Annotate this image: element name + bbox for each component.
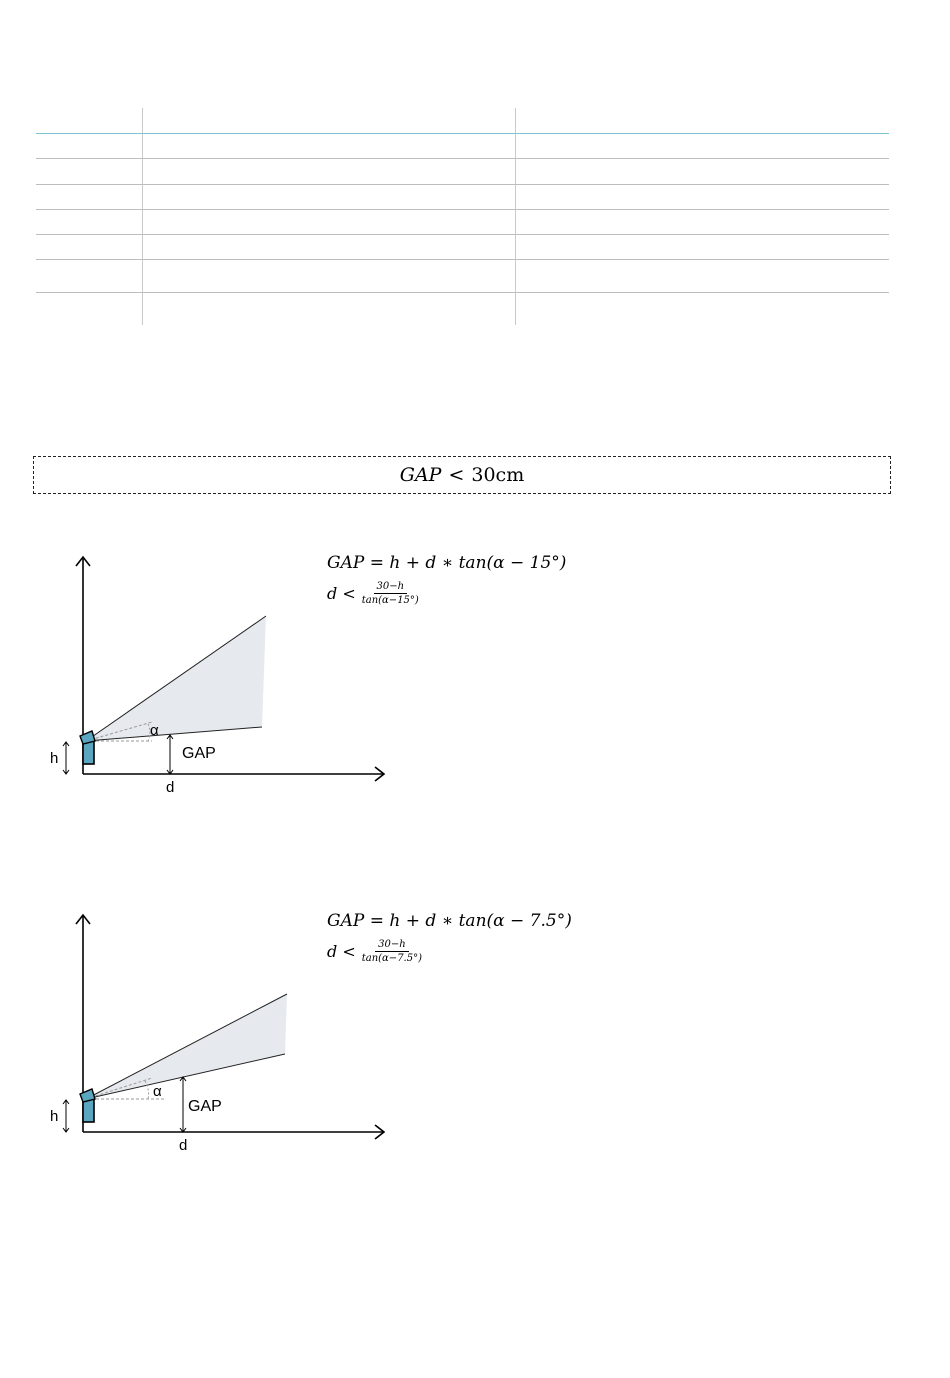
gap-equation-lhs: GAP	[327, 553, 365, 573]
condition-lhs: GAP	[399, 464, 442, 486]
fraction	[362, 939, 422, 964]
d-inequality-lhs: d <	[327, 942, 356, 961]
fraction-numerator: 30−h	[374, 581, 408, 594]
table-row-rule	[36, 259, 889, 260]
gap-equation-rhs: = h + d ∗ tan(α − 15°)	[369, 553, 567, 573]
gap-label: GAP	[182, 745, 216, 762]
sensor-icon	[80, 731, 95, 764]
gap-equation-lhs: GAP	[327, 911, 365, 931]
fraction-denominator: tan(α−7.5°)	[361, 953, 422, 964]
alpha-label: α	[153, 1083, 162, 1100]
d-inequality-lhs: d <	[327, 584, 356, 603]
gap-equation	[327, 911, 627, 931]
condition-rhs: 30cm	[471, 464, 525, 486]
d-inequality	[327, 581, 627, 606]
gap-label: GAP	[188, 1098, 222, 1115]
h-label: h	[50, 750, 59, 767]
table-row-rule	[36, 184, 889, 185]
table-row-rule	[36, 292, 889, 293]
d-label: d	[166, 779, 175, 796]
fraction	[362, 581, 419, 606]
formula-block-1	[327, 553, 627, 606]
condition-op: <	[448, 464, 465, 486]
fraction-numerator: 30−h	[375, 939, 409, 952]
fraction-denominator: tan(α−15°)	[361, 595, 419, 606]
alpha-label: α	[150, 722, 159, 739]
h-label: h	[50, 1108, 59, 1125]
gap-equation	[327, 553, 627, 573]
gap-equation-rhs: = h + d ∗ tan(α − 7.5°)	[369, 911, 572, 931]
d-inequality	[327, 939, 627, 964]
formula-block-2	[327, 911, 627, 964]
sensor-icon	[80, 1089, 95, 1122]
d-label: d	[179, 1137, 188, 1154]
table-row-rule	[36, 158, 889, 159]
empty-table	[36, 108, 889, 325]
table-header-rule	[36, 133, 889, 134]
table-row-rule	[36, 234, 889, 235]
table-row-rule	[36, 209, 889, 210]
gap-condition-box	[33, 456, 891, 494]
